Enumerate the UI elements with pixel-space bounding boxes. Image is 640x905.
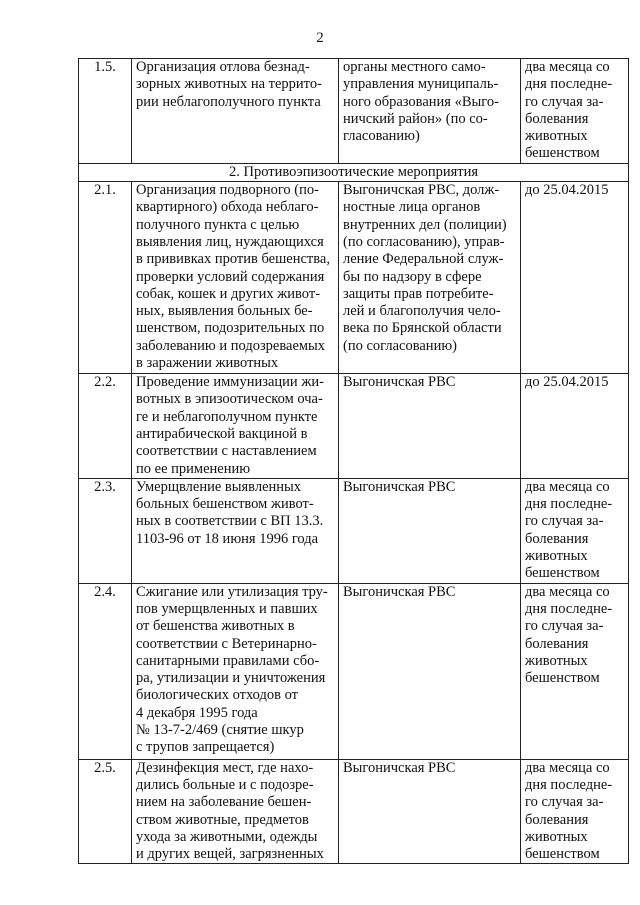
measure-text: Организация отлова безнад- зорных животных на террито- рии неблагополучного пункта bbox=[132, 59, 339, 164]
table-row bbox=[79, 583, 629, 759]
row-number: 2.3. bbox=[79, 478, 132, 583]
row-number: 2.2. bbox=[79, 374, 132, 479]
term-text: два месяца со дня последне- го случая за- болевания животных бешенством bbox=[521, 759, 629, 864]
term-text: два месяца со дня последне- го случая за- болевания животных бешенством bbox=[521, 478, 629, 583]
executor-text: органы местного само- управления муниципаль- ного образования «Выго- ничский район» (по со- гласованию) bbox=[339, 59, 521, 164]
term-text: до 25.04.2015 bbox=[521, 374, 629, 479]
executor-text: Выгоничская РВС, долж- ностные лица органов внутренних дел (полиции) (по согласованию), управ- ление Федеральной служ- бы по надзору в сфере защиты прав потребите- лей и благополучия чело- века по Брянской области (по согласованию) bbox=[339, 182, 521, 374]
table-row bbox=[79, 374, 629, 479]
term-text: два месяца со дня последне- го случая за- болевания животных бешенством bbox=[521, 59, 629, 164]
row-number: 2.4. bbox=[79, 583, 132, 759]
table-row bbox=[79, 759, 629, 864]
executor-text: Выгоничская РВС bbox=[339, 583, 521, 759]
term-text: два месяца со дня последне- го случая за- болевания животных бешенством bbox=[521, 583, 629, 759]
row-number: 1.5. bbox=[79, 59, 132, 164]
measure-text: Дезинфекция мест, где нахо- дились больные и с подозре- нием на заболевание бешен- ством животные, предметов ухода за животными, одежды и других вещей, загрязненных bbox=[132, 759, 339, 864]
row-number: 2.5. bbox=[79, 759, 132, 864]
measure-text: Проведение иммунизации жи- вотных в эпизоотическом оча- ге и неблагополучном пункте антирабической вакциной в соответствии с наставлением по ее применению bbox=[132, 374, 339, 479]
measure-text: Умерщвление выявленных больных бешенством живот- ных в соответствии с ВП 13.3. 1103-96 от 18 июня 1996 года bbox=[132, 478, 339, 583]
page-number: 2 bbox=[316, 30, 324, 46]
executor-text: Выгоничская РВС bbox=[339, 759, 521, 864]
section-title: 2. Противоэпизоотические мероприятия bbox=[79, 163, 629, 181]
table-row bbox=[79, 182, 629, 374]
executor-text: Выгоничская РВС bbox=[339, 374, 521, 479]
section-row bbox=[79, 163, 629, 181]
row-number: 2.1. bbox=[79, 182, 132, 374]
measure-text: Организация подворного (по- квартирного) обхода неблаго- получного пункта с целью выявления лиц, нуждающихся в прививках против бешенства, проверки условий содержания собак, кошек и других живот- ных, выявления больных бе- шенством, подозрительных по заболеванию и подозреваемых в заражении животных bbox=[132, 182, 339, 374]
table-row bbox=[79, 59, 629, 164]
measure-text: Сжигание или утилизация тру- пов умерщвленных и павших от бешенства животных в соответствии с Ветеринарно- санитарными правилами сбо- ра, утилизации и уничтожения биологических отходов от 4 декабря 1995 года № 13-7-2/469 (снятие шкур с трупов запрещается) bbox=[132, 583, 339, 759]
executor-text: Выгоничская РВС bbox=[339, 478, 521, 583]
term-text: до 25.04.2015 bbox=[521, 182, 629, 374]
table-row bbox=[79, 478, 629, 583]
measures-table bbox=[78, 58, 629, 864]
